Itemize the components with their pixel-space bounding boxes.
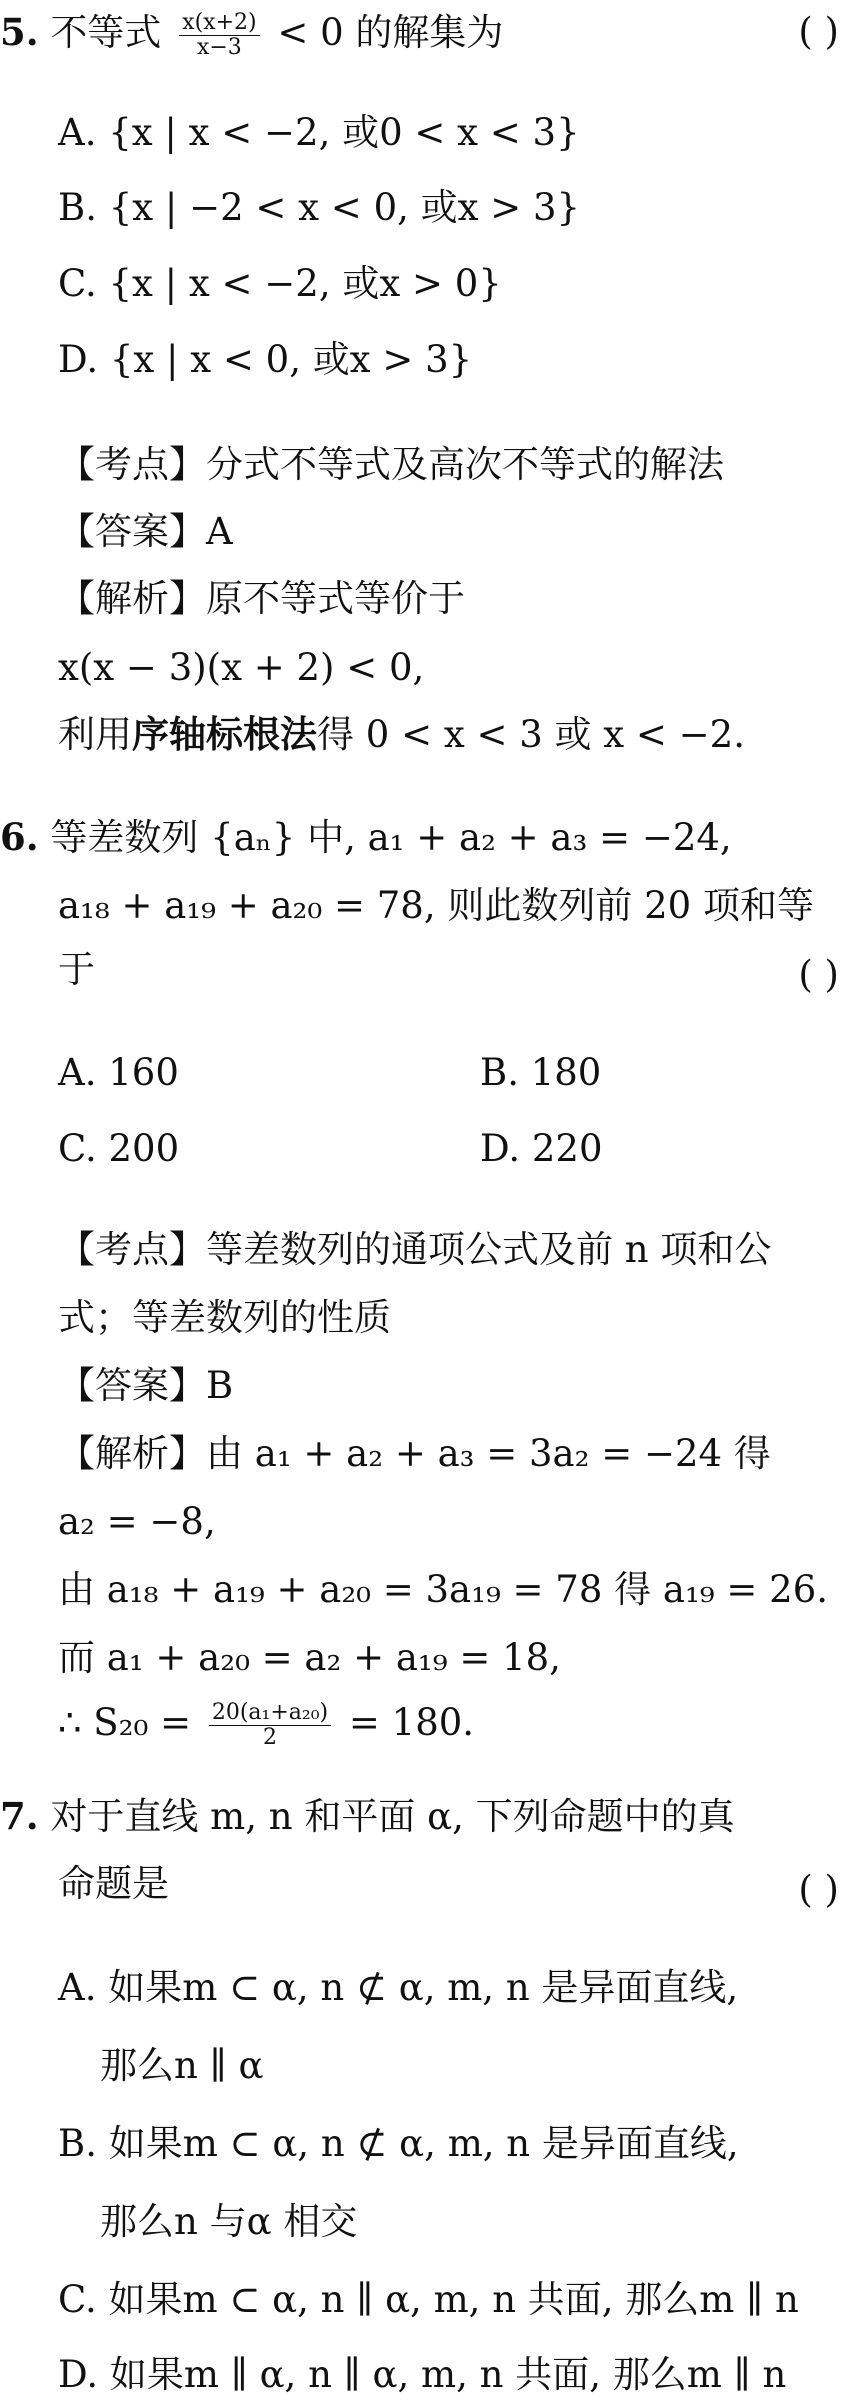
q7-stem-line2: 命题是: [58, 1862, 169, 1905]
q6-frac-numerator: 20(a₁+a₂₀): [209, 1701, 331, 1726]
q6-jiexi-line3: 由 a₁₈ + a₁₉ + a₂₀ = 3a₁₉ = 78 得 a₁₉ = 26.: [58, 1568, 828, 1611]
q5-frac-denominator: x−3: [196, 35, 242, 60]
q6-option-d: D. 220: [480, 1127, 603, 1170]
q5-stem-after: < 0 的解集为: [277, 11, 504, 54]
q5-jiexi-line2: x(x − 3)(x + 2) < 0,: [58, 646, 425, 689]
q6-jiexi-line2: a₂ = −8,: [58, 1500, 216, 1543]
q5-frac-numerator: x(x+2): [179, 11, 259, 36]
q6-stem-line2: a₁₈ + a₁₉ + a₂₀ = 78, 则此数列前 20 项和等: [58, 884, 814, 927]
q6-frac-denominator: 2: [262, 1725, 277, 1750]
q6-option-b: B. 180: [480, 1051, 602, 1094]
q6-jiexi-line1: 【解析】由 a₁ + a₂ + a₃ = 3a₂ = −24 得: [58, 1432, 771, 1475]
q7-option-c: C. 如果m ⊂ α, n ∥ α, m, n 共面, 那么m ∥ n: [58, 2278, 799, 2321]
q6-sum-rhs: = 180.: [348, 1701, 475, 1744]
q7-number: 7.: [0, 1794, 39, 1838]
q6-kaodian-line2: 式；等差数列的性质: [58, 1296, 391, 1339]
q6-stem-text1: 等差数列 {aₙ} 中, a₁ + a₂ + a₃ = −24,: [50, 816, 732, 859]
q5-jiexi-pre: 利用: [58, 713, 132, 756]
q5-option-b: B. {x | −2 < x < 0, 或x > 3}: [58, 186, 581, 229]
q6-answer: 【答案】B: [58, 1364, 234, 1407]
q5-jiexi-line1: 【解析】原不等式等价于: [58, 577, 465, 620]
q6-stem-line1: [0, 815, 732, 860]
q6-kaodian-line1: 【考点】等差数列的通项公式及前 n 项和公: [58, 1228, 772, 1271]
q6-answer-paren: ( ): [798, 953, 839, 996]
q6-option-c: C. 200: [58, 1127, 180, 1170]
q6-stem-line3: 于: [58, 948, 95, 991]
q5-stem-before: 不等式: [50, 11, 162, 54]
q6-sum-lhs: ∴ S₂₀ =: [58, 1701, 192, 1744]
q7-answer-paren: ( ): [798, 1868, 839, 1911]
q7-option-b-line1: B. 如果m ⊂ α, n ⊄ α, m, n 是异面直线,: [58, 2122, 739, 2165]
q5-answer-paren: ( ): [798, 10, 839, 53]
q7-stem-line1: [0, 1794, 735, 1839]
q5-answer: 【答案】A: [58, 510, 233, 553]
q7-option-d: D. 如果m ∥ α, n ∥ α, m, n 共面, 那么m ∥ n: [58, 2353, 787, 2396]
q5-jiexi-post: 得 0 < x < 3 或 x < −2.: [317, 713, 745, 756]
q7-option-b-line2: 那么n 与α 相交: [100, 2200, 358, 2243]
q6-option-a: A. 160: [58, 1051, 179, 1094]
q6-jiexi-line4: 而 a₁ + a₂₀ = a₂ + a₁₉ = 18,: [58, 1636, 561, 1679]
q5-stem: [0, 10, 503, 60]
q5-jiexi-method: 序轴标根法: [132, 713, 317, 756]
q5-kaodian: 【考点】分式不等式及高次不等式的解法: [58, 443, 724, 486]
q7-stem-text1: 对于直线 m, n 和平面 α, 下列命题中的真: [50, 1795, 735, 1838]
q6-sum-fraction: [209, 1701, 331, 1750]
q6-jiexi-line5: [58, 1701, 474, 1750]
q7-option-a-line2: 那么n ∥ α: [100, 2044, 264, 2087]
q5-option-d: D. {x | x < 0, 或x > 3}: [58, 338, 473, 381]
q7-option-a-line1: A. 如果m ⊂ α, n ⊄ α, m, n 是异面直线,: [58, 1966, 739, 2009]
q5-number: 5.: [0, 10, 39, 54]
q5-jiexi-line3: [58, 713, 745, 757]
q5-fraction: [179, 11, 259, 60]
q6-number: 6.: [0, 815, 39, 859]
q5-option-c: C. {x | x < −2, 或x > 0}: [58, 262, 502, 305]
q5-option-a: A. {x | x < −2, 或0 < x < 3}: [58, 111, 580, 154]
